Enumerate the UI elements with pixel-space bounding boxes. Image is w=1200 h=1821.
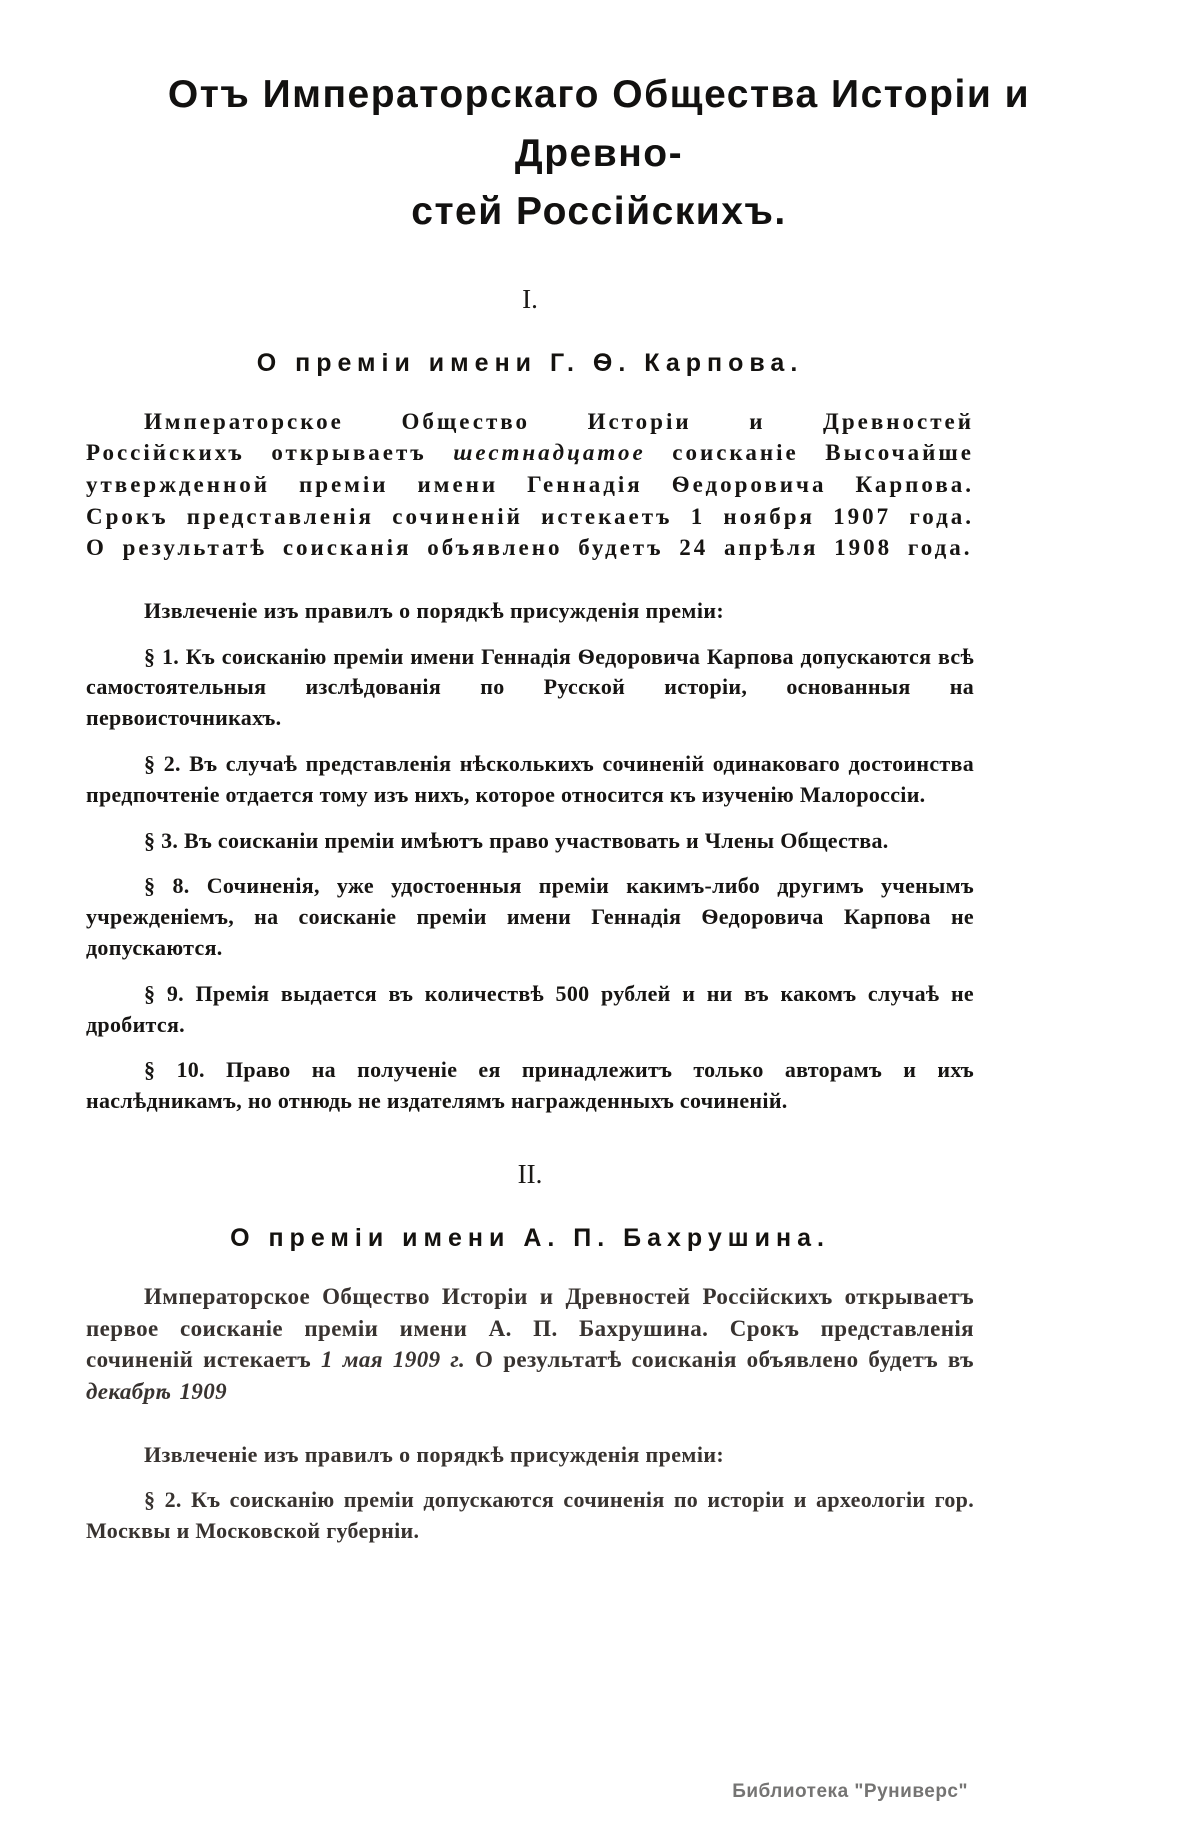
rule-paragraph-2: § 2. Въ случаѣ представленія нѣсколькихъ сочиненій одинаковаго достоинства предпочтеніе отдается тому изъ нихъ, которое относится къ изученію Малороссіи. — [86, 750, 974, 807]
library-watermark: Библиотека "Руниверс" — [732, 1781, 968, 1802]
section-bakhrushin-prize — [86, 1159, 1112, 1547]
rule-paragraph-8: § 8. Сочиненія, уже удостоенныя преміи какимъ-либо другимъ ученымъ учрежденіемъ, на соисканіе преміи имени Геннадія Ѳедоровича Карпова не допускаются. — [86, 873, 974, 960]
section-heading-bakhrushin: О преміи имени А. П. Бахрушина. — [230, 1223, 830, 1252]
intro-italic-segment: шестнадцатое — [453, 440, 646, 466]
rule-paragraph-1: § 1. Къ соисканію преміи имени Геннадія Ѳедоровича Карпова допускаются всѣ самостоятельныя изслѣдованія по Русской исторіи, основанныя на первоисточникахъ. — [86, 643, 974, 731]
intro-italic-segment: 1 мая 1909 г. — [320, 1347, 466, 1373]
intro-italic-segment: декабрѣ 1909 — [86, 1379, 228, 1405]
rules-extract-label: Извлеченіе изъ правилъ о порядкѣ присужденія преміи: — [144, 1441, 725, 1467]
rule-paragraph-2-section-2: § 2. Къ соисканію преміи допускаются сочиненія по исторіи и археологіи гор. Москвы и Московской губерніи. — [86, 1487, 974, 1543]
intro-text-segment: О результатѣ соисканія объявлено будетъ въ — [465, 1347, 974, 1373]
rule-paragraph-3: § 3. Въ соисканіи преміи имѣютъ право участвовать и Члены Общества. — [144, 827, 889, 853]
intro-text-segment: соисканіе Высочайше утвержденной преміи имени Геннадія Ѳедоровича Карпова. Срокъ представленія сочиненій истекаетъ 1 ноября 1907 года. О результатѣ соисканія объявлено будетъ 24 апрѣля 1908 года. — [86, 440, 974, 561]
rule-paragraph-9: § 9. Премія выдается въ количествѣ 500 рублей и ни въ какомъ случаѣ не дробится. — [86, 980, 974, 1037]
title-line-2: стей Россійскихъ. — [411, 190, 787, 233]
section-intro-karpov — [86, 406, 974, 565]
section-intro-bakhrushin — [86, 1281, 974, 1408]
title-line-1: Отъ Императорскаго Общества Исторіи и Древно- — [167, 73, 1031, 175]
section-karpov-prize — [86, 284, 1112, 1117]
section-heading-karpov: О преміи имени Г. Ѳ. Карпова. — [256, 348, 804, 377]
section-numeral-2: II. — [517, 1158, 543, 1189]
section-numeral-1: I. — [522, 283, 538, 314]
rule-paragraph-10: § 10. Право на полученіе ея принадлежитъ только авторамъ и ихъ наслѣдникамъ, но отнюдь не издателямъ награжденныхъ сочиненій. — [86, 1057, 974, 1114]
intro-text-segment: Императорское Общество Исторіи и Древностей Россійскихъ открываетъ первое соисканіе преміи имени А. П. Бахрушина. Срокъ представленія сочиненій истекаетъ — [86, 1283, 974, 1373]
intro-text-segment: Императорское Общество Исторіи и Древностей Россійскихъ открываетъ — [86, 408, 974, 466]
document-title — [86, 66, 1112, 242]
rules-extract-label: Извлеченіе изъ правилъ о порядкѣ присужденія преміи: — [144, 598, 725, 624]
